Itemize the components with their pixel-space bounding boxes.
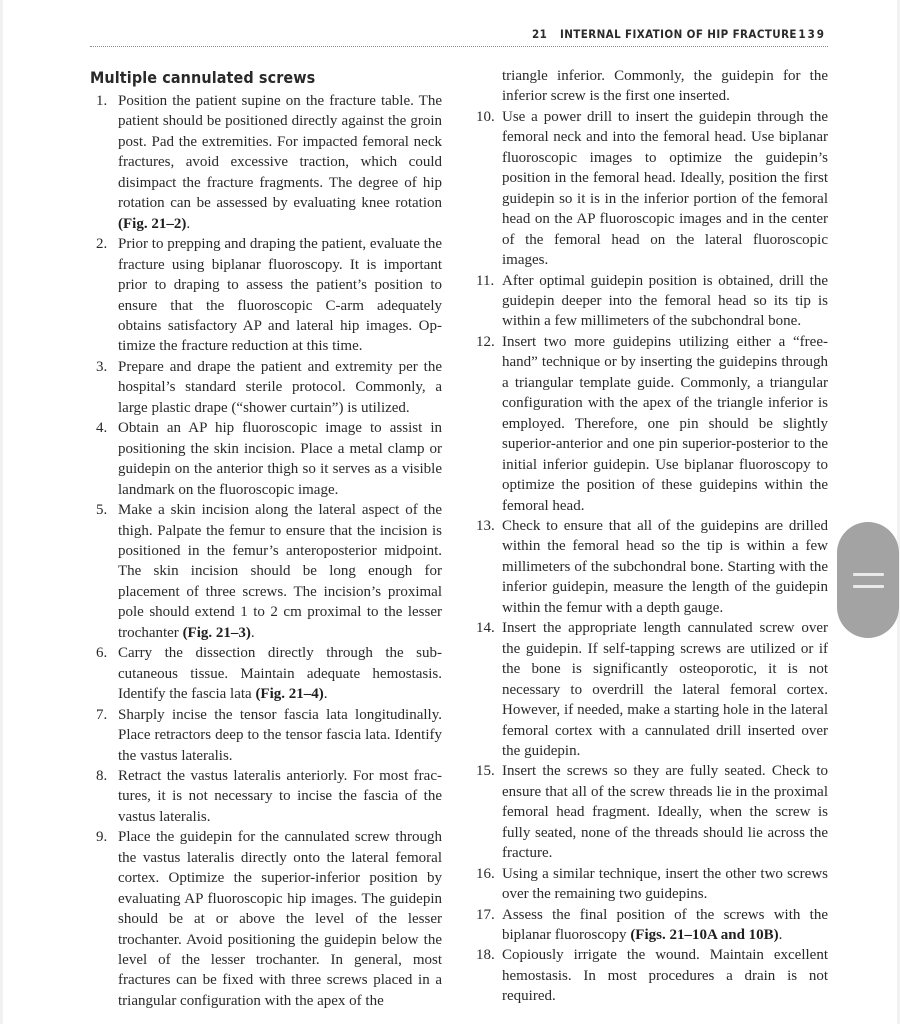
continued-text: triangle inferior. Commonly, the guidepin for the inferior screw is the first one inserted. [502, 68, 828, 105]
step-number: 12. [476, 333, 495, 350]
steps-list-right [470, 107, 828, 1007]
figure-reference: (Fig. 21–3) [182, 624, 251, 641]
step-item [90, 766, 442, 827]
step-number: 3. [96, 358, 108, 375]
step-text: Check to ensure that all of the guidepins are drilled within the femoral head so the tip is within a few millimeters of the subchondral bone. Starting with the inferior guidepin, measure the length of the guidepin within the femur with a depth gauge. [502, 517, 828, 616]
step-text-tail: . [186, 215, 191, 232]
step-item [470, 271, 828, 332]
section-heading: Multiple cannulated screws [90, 68, 316, 87]
step-number: 9. [96, 829, 108, 846]
step-text-tail: . [250, 624, 255, 641]
step-item [90, 418, 442, 500]
step-text: Prepare and drape the patient and extremity per the hospital’s standard sterile protocol. Commonly, a large plastic drape (“shower curtain”) is utilized. [118, 358, 442, 416]
step-text: Using a similar technique, insert the other two screws over the remaining two guidepins. [502, 865, 828, 903]
chapter-title: INTERNAL FIXATION OF HIP FRACTURE [560, 27, 797, 41]
step-text: Position the patient supine on the fracture table. The patient should be positioned directly against the groin post. Pad the extremities. For impacted femoral neck fractures, avoid excessive traction, which could disimpact the fracture fragments. The degree of hip rotation can be assessed by evaluating knee rotation [118, 93, 442, 212]
step-item [90, 827, 442, 1011]
step-item [470, 332, 828, 516]
step-item [90, 234, 442, 357]
step-number: 2. [96, 236, 108, 253]
step-number: 13. [476, 517, 495, 534]
handle-bar-bottom [853, 585, 884, 588]
step-text: Sharply incise the tensor fascia lata longitudinally. Place retractors deep to the tensor fascia lata. Identify the vastus lateralis. [118, 706, 442, 764]
step-number: 17. [476, 906, 495, 923]
step-number: 15. [476, 763, 495, 780]
step-text: Retract the vastus lateralis anteriorly. For most fractures, it is not necessary to incise the fascia of the vastus lateralis. [118, 767, 442, 825]
page-edge-left [0, 0, 3, 1024]
handle-bar-top [853, 573, 884, 576]
step-item [90, 500, 442, 643]
step-text: Use a power drill to insert the guidepin through the femoral neck and into the femoral head. Use biplanar fluoroscopic images to optimize the guidepin’s position in the femoral head. Ideally, position the first guidepin so it is in the inferior portion of the femoral head on the AP fluoroscopic images and in the center of the femoral head on the lateral fluoroscopic images. [502, 108, 828, 269]
step-text-tail: . [323, 686, 328, 703]
step-item [470, 945, 828, 1006]
steps-list-left [90, 91, 442, 1011]
figure-reference: (Fig. 21–4) [255, 686, 324, 703]
step-number: 4. [96, 420, 108, 437]
step-number: 1. [96, 93, 108, 109]
step-text: Assess the final position of the screws with the biplanar fluoroscopy [502, 906, 828, 944]
step-item [90, 705, 442, 766]
step-text: Make a skin incision along the lateral aspect of the thigh. Palpate the femur to ensure that the incision is positioned in the femur’s anteroposterior midpoint. The skin incision should be long enough for placement of three screws. The incision’s proximal pole should extend 1 to 2 cm proximal to the lesser trochanter [118, 502, 442, 641]
step-text: Prior to prepping and draping the patient, evaluate the fracture using biplanar fluoroscopy. It is important prior to draping to assess the patient’s position to ensure that the fluoroscopic C-arm adequately obtains satisfactory AP and lateral hip images. Optimize the fracture reduction at this time. [118, 236, 442, 355]
step-item [90, 643, 442, 704]
step-text-tail: . [778, 927, 783, 944]
chapter-number: 21 [532, 27, 548, 41]
step-number: 7. [96, 706, 108, 723]
step-item [470, 516, 828, 618]
step-item [90, 357, 442, 418]
step-text: After optimal guidepin position is obtained, drill the guidepin deeper into the femoral head so its tip is within a few millimeters of the subchondral bone. [502, 272, 828, 330]
step-item [470, 864, 828, 905]
step-number: 10. [476, 108, 495, 125]
step-number: 5. [96, 502, 108, 519]
step-item [470, 618, 828, 761]
right-column [470, 66, 828, 1007]
header-dotted-rule [90, 46, 828, 47]
left-column [90, 66, 442, 1011]
step-number: 16. [476, 865, 495, 882]
step-number: 11. [476, 272, 495, 289]
step-text: Obtain an AP hip fluoroscopic image to assist in positioning the skin incision. Place a metal clamp or guidepin on the anterior thigh so it serves as a visible landmark on the fluoroscopic image. [118, 420, 442, 498]
step-item [90, 91, 442, 234]
step-item [470, 905, 828, 946]
step-text: Place the guidepin for the cannulated screw through the vastus lateralis directly onto the lateral femoral cortex. Optimize the superior-inferior position by evaluating AP fluoroscopic hip images. The guidepin should be at or above the level of the lesser trochanter. Avoid positioning the guidepin below the level of the lesser trochanter. In general, most fractures can be fixed with three screws placed in a triangular configuration with the apex of the [118, 829, 442, 1009]
figure-reference: (Figs. 21–10A and 10B) [630, 927, 779, 944]
figure-reference: (Fig. 21–2) [118, 215, 187, 232]
scroll-handle[interactable] [837, 522, 899, 638]
step-text: Insert two more guidepins utilizing either a “freehand” technique or by inserting the guidepins through a triangular template guide. Commonly, a triangular configuration with the apex of the triangle inferior is employed. Therefore, one pin should be slightly superior-anterior and one pin superior-posterior to the initial inferior guidepin. Use biplanar fluoroscopy to optimize the position of these guidepins within the femoral head. [502, 333, 828, 514]
step-number: 6. [96, 645, 108, 662]
page-number: 139 [798, 27, 826, 41]
step-number: 18. [476, 947, 495, 964]
step-text: Insert the screws so they are fully seated. Check to ensure that all of the screw threads lie in the proximal femoral head fragment. Ideally, when the screw is fully seated, none of the threads should lie across the fracture. [502, 763, 828, 862]
step-item [470, 761, 828, 863]
step-text: Copiously irrigate the wound. Maintain excellent hemostasis. In most procedures a drain is not required. [502, 947, 828, 1005]
step-item [470, 107, 828, 271]
step-text: Insert the appropriate length cannulated screw over the guidepin. If self-tapping screws are utilized or if the bone is significantly osteoporotic, it is not necessary to overdrill the lateral femoral cortex. However, if needed, make a starting hole in the lateral femoral cortex with a cannulated drill inserted over the guidepin. [502, 620, 828, 759]
running-head [90, 25, 828, 45]
step-number: 8. [96, 767, 108, 784]
step-text: Carry the dissection directly through the subcutaneous tissue. Maintain adequate hemostasis. Identify the fascia lata [118, 645, 442, 703]
step-number: 14. [476, 620, 495, 637]
